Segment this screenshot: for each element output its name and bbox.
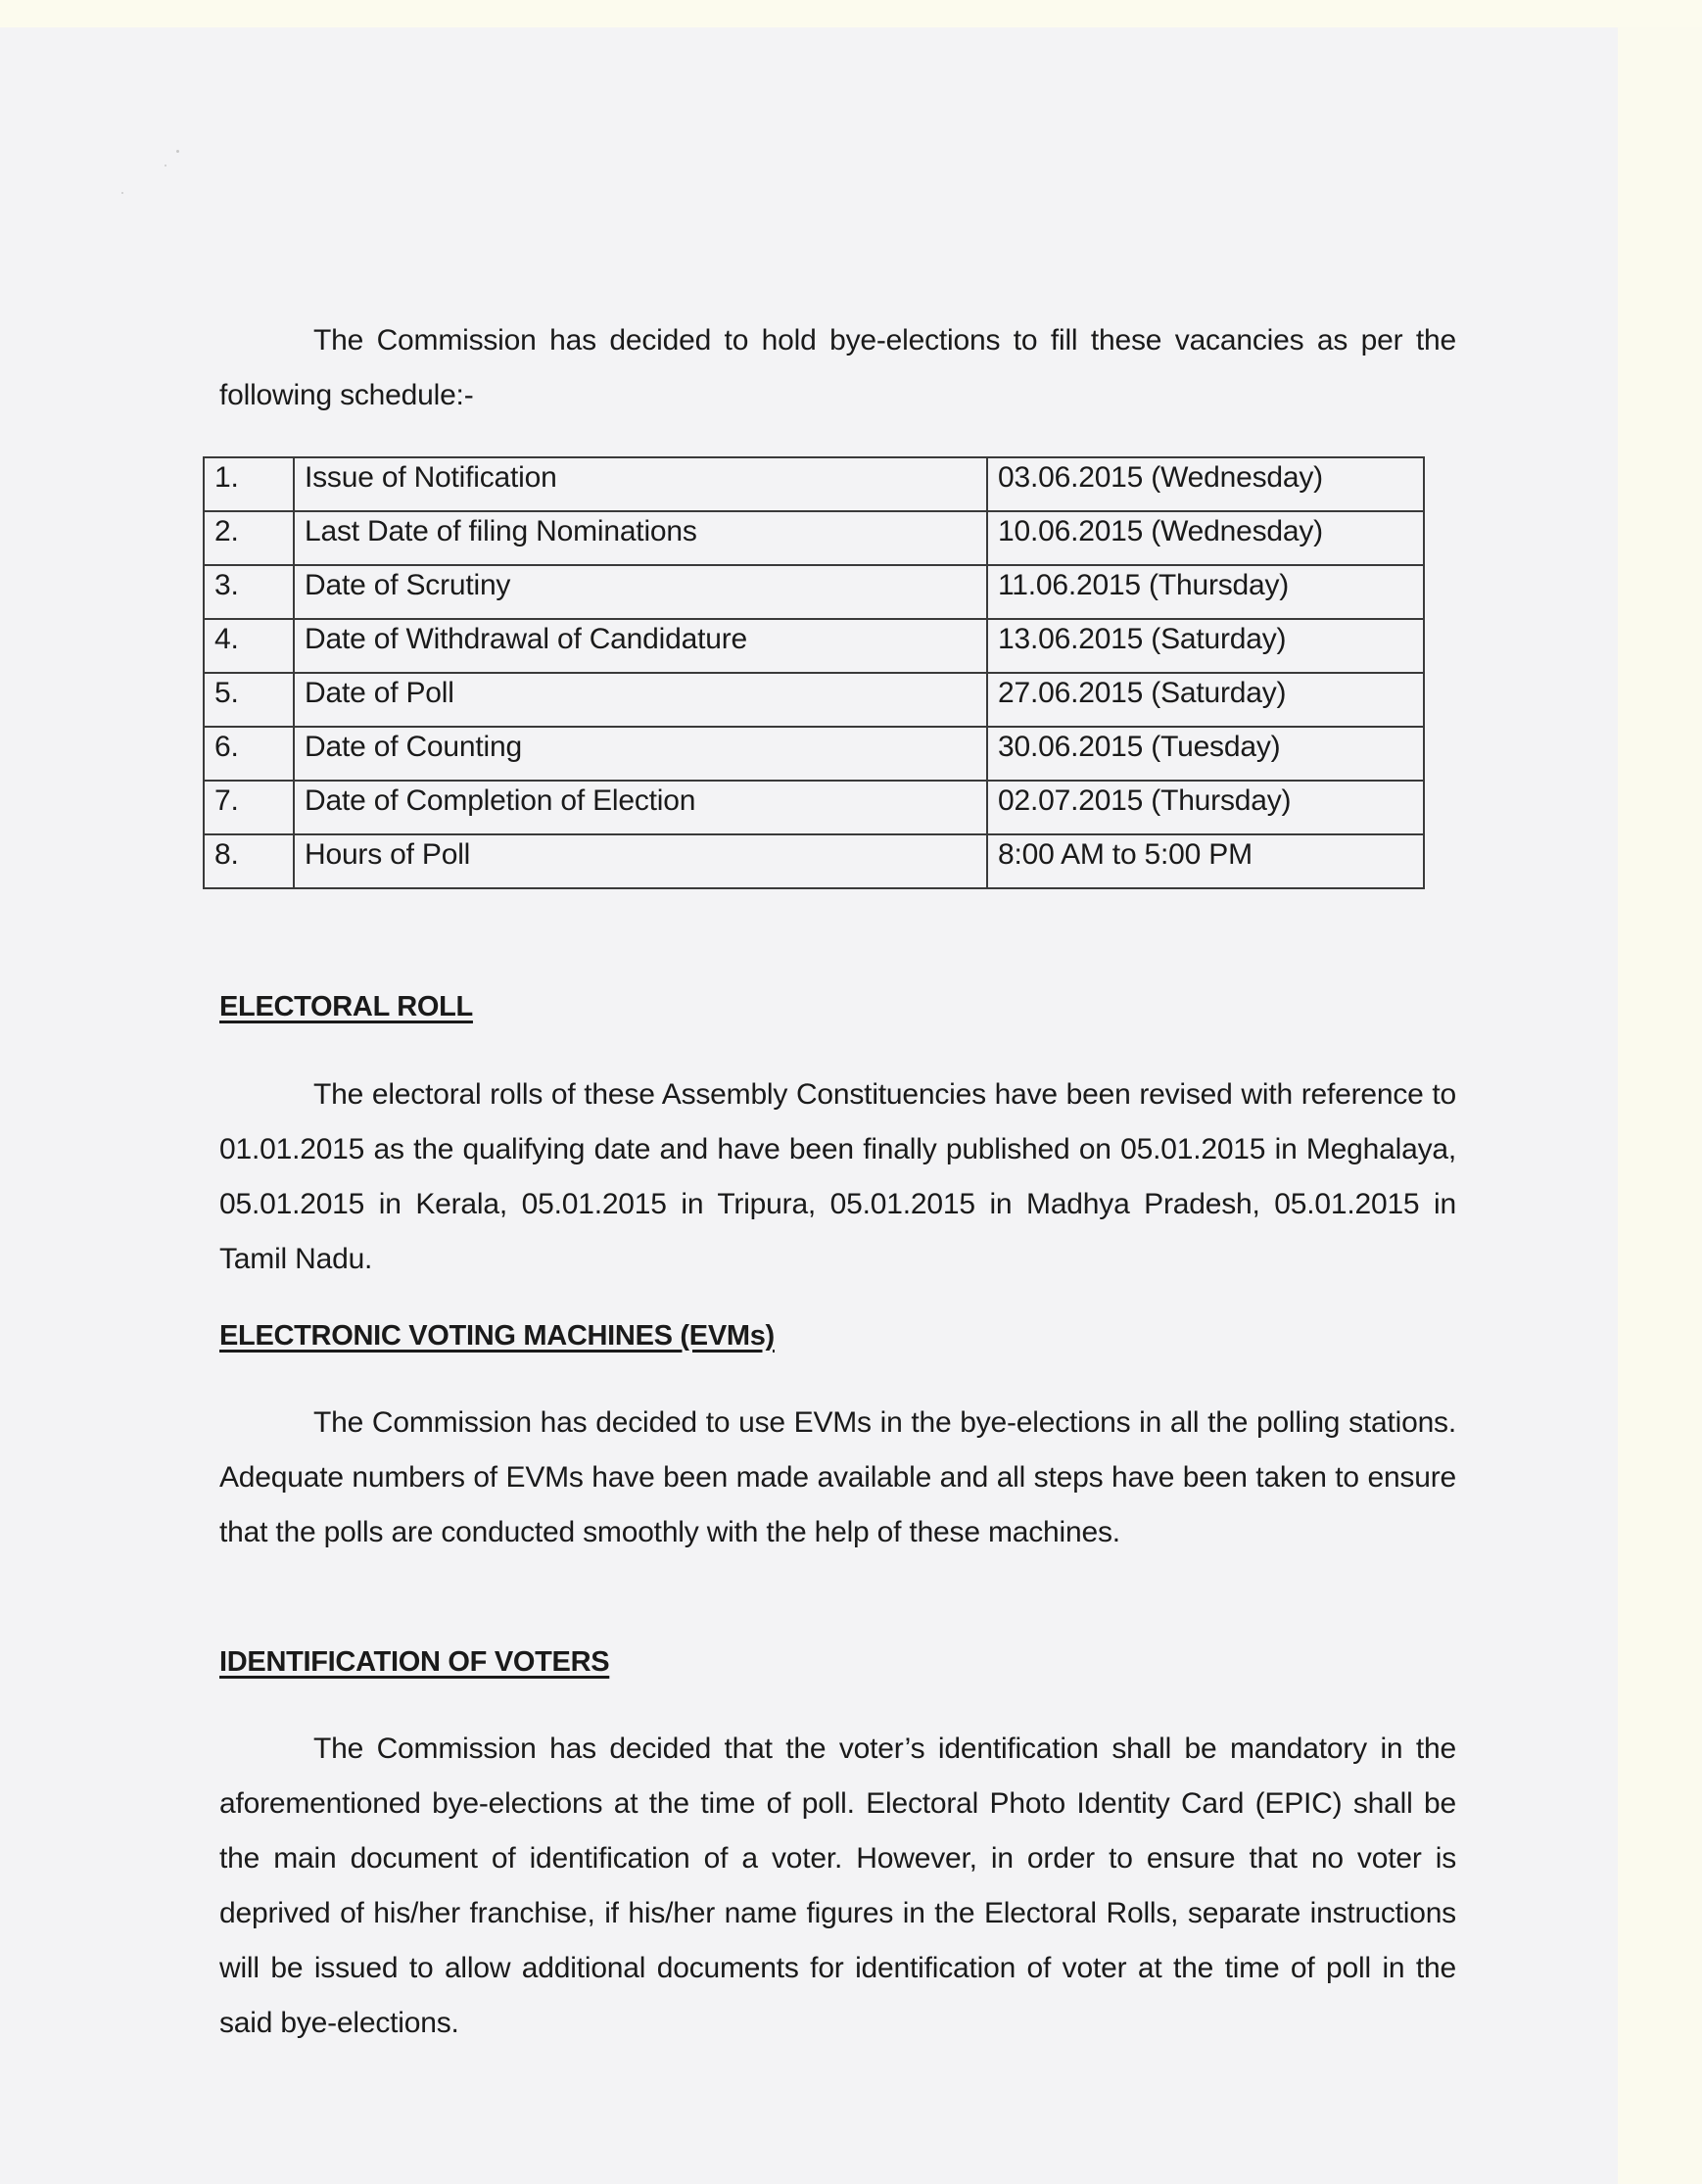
intro-text: The Commission has decided to hold bye-elections to fill these vacancies as per the following schedule:-	[219, 324, 1456, 411]
row-item: Date of Poll	[294, 673, 987, 727]
scan-speck	[176, 150, 179, 153]
intro-paragraph	[219, 313, 1456, 423]
section-text: The electoral rolls of these Assembly Constituencies have been revised with reference to 01.01.2015 as the qualifying date and have been finally published on 05.01.2015 in Meghalaya, 05.01.2015 in Kerala, 05.01.2015 in Tripura, 05.01.2015 in Madhya Pradesh, 05.01.2015 in Tamil Nadu.	[219, 1078, 1456, 1275]
table-row	[204, 511, 1424, 565]
table-row	[204, 727, 1424, 781]
row-item: Last Date of filing Nominations	[294, 511, 987, 565]
row-number: 4.	[204, 619, 294, 673]
row-item: Issue of Notification	[294, 457, 987, 511]
row-number: 2.	[204, 511, 294, 565]
election-schedule-table	[203, 456, 1425, 889]
row-value: 02.07.2015 (Thursday)	[987, 781, 1424, 834]
section-paragraph-electoral-roll	[219, 1068, 1456, 1287]
scan-speck	[121, 192, 123, 194]
scan-right-margin	[1618, 27, 1702, 2184]
section-heading-evms: ELECTRONIC VOTING MACHINES (EVMs)	[219, 1320, 775, 1352]
row-number: 1.	[204, 457, 294, 511]
row-value: 13.06.2015 (Saturday)	[987, 619, 1424, 673]
section-heading-electoral-roll: ELECTORAL ROLL	[219, 991, 473, 1022]
table-row	[204, 781, 1424, 834]
table-row	[204, 834, 1424, 888]
row-value: 30.06.2015 (Tuesday)	[987, 727, 1424, 781]
table-row	[204, 565, 1424, 619]
section-heading-identification: IDENTIFICATION OF VOTERS	[219, 1646, 610, 1678]
row-item: Date of Counting	[294, 727, 987, 781]
scan-top-margin	[0, 0, 1702, 27]
table-row	[204, 673, 1424, 727]
scan-speck	[165, 165, 166, 166]
table-row	[204, 619, 1424, 673]
row-number: 3.	[204, 565, 294, 619]
table-row	[204, 457, 1424, 511]
section-paragraph-evms	[219, 1396, 1456, 1560]
row-item: Date of Scrutiny	[294, 565, 987, 619]
section-text: The Commission has decided that the voter’s identification shall be mandatory in the aforementioned bye-elections at the time of poll. Electoral Photo Identity Card (EPIC) shall be the main document of identification of a voter. However, in order to ensure that no voter is deprived of his/her franchise, if his/her name figures in the Electoral Rolls, separate instructions will be issued to allow additional documents for identification of voter at the time of poll in the said bye-elections.	[219, 1733, 1456, 2039]
row-number: 5.	[204, 673, 294, 727]
row-value: 03.06.2015 (Wednesday)	[987, 457, 1424, 511]
row-number: 6.	[204, 727, 294, 781]
row-number: 8.	[204, 834, 294, 888]
row-value: 8:00 AM to 5:00 PM	[987, 834, 1424, 888]
row-item: Date of Completion of Election	[294, 781, 987, 834]
row-value: 27.06.2015 (Saturday)	[987, 673, 1424, 727]
row-item: Hours of Poll	[294, 834, 987, 888]
row-item: Date of Withdrawal of Candidature	[294, 619, 987, 673]
section-paragraph-identification	[219, 1722, 1456, 2051]
row-value: 10.06.2015 (Wednesday)	[987, 511, 1424, 565]
section-text: The Commission has decided to use EVMs in the bye-elections in all the polling stations. Adequate numbers of EVMs have been made available and all steps have been taken to ensure that the polls are conducted smoothly with the help of these machines.	[219, 1406, 1456, 1548]
row-value: 11.06.2015 (Thursday)	[987, 565, 1424, 619]
row-number: 7.	[204, 781, 294, 834]
